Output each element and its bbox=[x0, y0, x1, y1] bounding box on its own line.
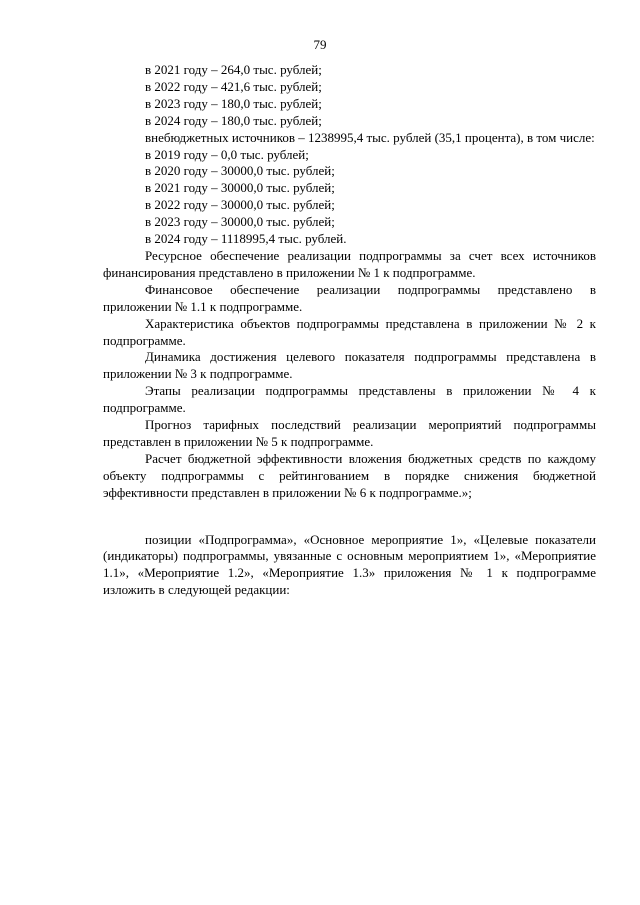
extra-line-2023: в 2023 году – 30000,0 тыс. рублей; bbox=[145, 214, 335, 230]
extra-line-2024: в 2024 году – 1118995,4 тыс. рублей. bbox=[145, 231, 347, 247]
document-body bbox=[103, 62, 596, 599]
paragraph-financial-provision: Финансовое обеспечение реализации подпрограммы представлено в приложении № 1.1 к подпрограмме. bbox=[103, 281, 596, 314]
paragraph-positions-edit: позиции «Подпрограмма», «Основное мероприятие 1», «Целевые показатели (индикаторы) подпрограммы, увязанные с основным мероприятием 1», «Мероприятие 1.1», «Мероприятие 1.2», «Мероприятие 1.3» приложения № 1 к подпрограмме изложить в следующей редакции: bbox=[103, 531, 596, 598]
paragraph-objects-characteristic: Характеристика объектов подпрограммы представлена в приложении № 2 к подпрограмме. bbox=[103, 315, 596, 348]
paragraph-tariff-forecast: Прогноз тарифных последствий реализации мероприятий подпрограммы представлен в приложении № 5 к подпрограмме. bbox=[103, 417, 596, 449]
paragraph-stages: Этапы реализации подпрограммы представлены в приложении № 4 к подпрограмме. bbox=[103, 383, 596, 416]
paragraph-spacer bbox=[103, 502, 596, 532]
extra-line-2020: в 2020 году – 30000,0 тыс. рублей; bbox=[145, 163, 335, 179]
paragraph-budget-efficiency: Расчет бюджетной эффективности вложения бюджетных средств по каждому объекту подпрограммы с рейтингованием в порядке снижения бюджетной эффективности представлен в приложении № 6 к подпрограмме.»; bbox=[103, 450, 596, 500]
page-number: 79 bbox=[313, 37, 327, 52]
budget-line-2022: в 2022 году – 421,6 тыс. рублей; bbox=[145, 78, 322, 94]
budget-line-2021: в 2021 году – 264,0 тыс. рублей; bbox=[145, 62, 322, 77]
paragraph-resource-provision: Ресурсное обеспечение реализации подпрограммы за счет всех источников финансирования представлено в приложении № 1 к подпрограмме. bbox=[103, 247, 596, 280]
extra-sources-paragraph: внебюджетных источников – 1238995,4 тыс. рублей (35,1 процента), в том числе: bbox=[145, 129, 595, 145]
extra-line-2022: в 2022 году – 30000,0 тыс. рублей; bbox=[145, 197, 335, 213]
paragraph-target-dynamics: Динамика достижения целевого показателя подпрограммы представлена в приложении № 3 к подпрограмме. bbox=[103, 349, 596, 382]
extra-line-2019: в 2019 году – 0,0 тыс. рублей; bbox=[145, 146, 309, 162]
budget-line-2023: в 2023 году – 180,0 тыс. рублей; bbox=[145, 95, 322, 111]
extra-line-2021: в 2021 году – 30000,0 тыс. рублей; bbox=[145, 180, 335, 196]
budget-line-2024: в 2024 году – 180,0 тыс. рублей; bbox=[145, 112, 322, 128]
